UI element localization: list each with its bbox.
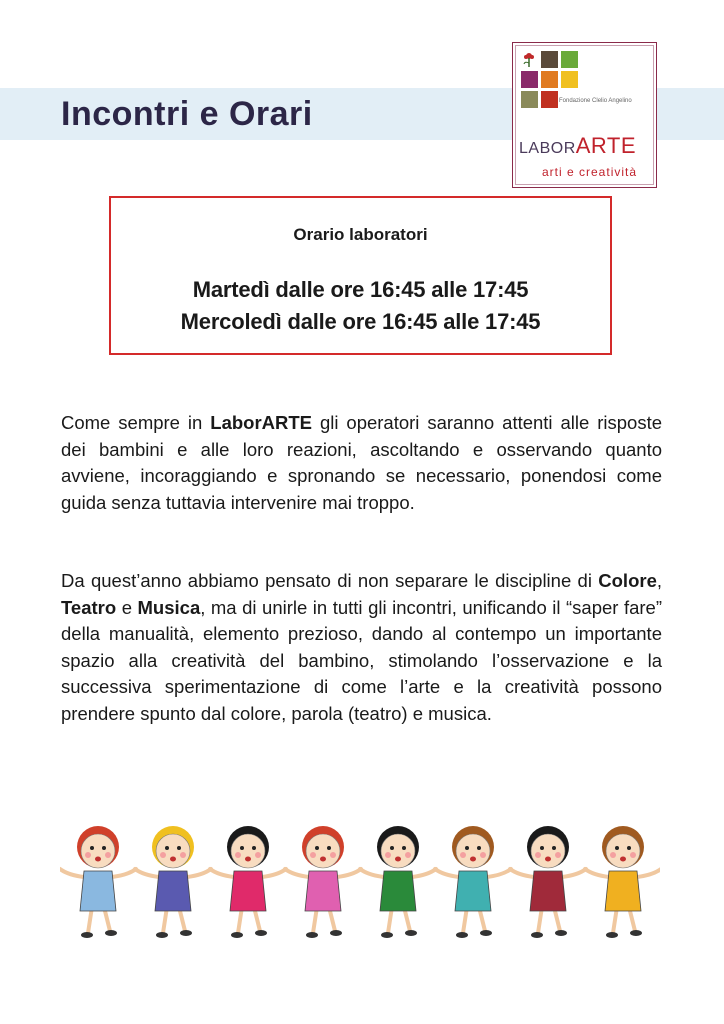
logo-square [541,51,558,68]
children-illustration [60,815,660,945]
logo-flower-square [521,51,538,68]
child-cheek [235,852,241,858]
child-shoe [555,930,567,936]
child-shirt [605,871,641,911]
child-shoe [456,932,468,938]
child-cheek [460,852,466,858]
schedule-tuesday: Martedì dalle ore 16:45 alle 17:45 [192,277,529,302]
child-cheek [610,852,616,858]
child-shirt [455,871,491,911]
logo-foundation-text: Fondazione Clelio Angelino [559,98,632,104]
child-cheek [180,852,186,858]
child-shoe [480,930,492,936]
child-figure [360,826,436,938]
child-eye [465,846,469,850]
child-mouth [95,857,101,862]
child-arm [360,869,384,877]
child-shoe [405,930,417,936]
child-shirt [305,871,341,911]
disciplines-paragraph [61,568,662,727]
child-arm [637,869,660,877]
child-face [81,834,115,868]
child-shoe [81,932,93,938]
child-shoe [630,930,642,936]
child-arm [135,869,159,877]
logo-prefix: LABOR [519,140,576,157]
child-shoe [156,932,168,938]
child-mouth [320,857,326,862]
child-cheek [160,852,166,858]
child-cheek [405,852,411,858]
child-shoe [180,930,192,936]
child-arm [337,869,361,877]
child-arm [112,869,136,877]
child-cheek [85,852,91,858]
child-cheek [330,852,336,858]
child-figure [60,826,136,938]
child-figure [435,826,511,938]
child-cheek [105,852,111,858]
child-cheek [630,852,636,858]
bold-run: Musica [137,596,201,618]
child-eye [390,846,394,850]
bold-run: Teatro [61,596,117,618]
child-eye [252,846,256,850]
text-run: gli operatori saranno attenti alle risposte dei bambini e alle loro reazioni, ascoltando e osservando quanto avviene, incoraggiando e spronando se necessario, ponendosi come guida senza tuttavia intervenire mai troppo. [61,412,662,513]
schedule-wednesday: Mercoledì dalle ore 16:45 alle 17:45 [180,309,541,334]
child-face [231,834,265,868]
logo-square [561,71,578,88]
intro-paragraph [61,410,662,516]
child-figure [510,826,586,938]
schedule-box [109,196,612,355]
page-title: Incontri e Orari [61,95,313,133]
child-arm [60,869,84,877]
child-shoe [606,932,618,938]
child-mouth [170,857,176,862]
child-shoe [531,932,543,938]
child-shirt [530,871,566,911]
child-mouth [245,857,251,862]
child-shoe [255,930,267,936]
child-eye [402,846,406,850]
child-arm [435,869,459,877]
child-figure [285,826,361,938]
child-arm [210,869,234,877]
child-shirt [155,871,191,911]
text-run: , [656,570,662,591]
child-figure [210,826,286,938]
child-cheek [255,852,261,858]
child-eye [315,846,319,850]
laborarte-logo [512,42,657,188]
child-arm [585,869,609,877]
child-mouth [395,857,401,862]
child-shoe [231,932,243,938]
child-face [456,834,490,868]
child-mouth [545,857,551,862]
child-face [606,834,640,868]
bold-run: LaborARTE [210,412,313,433]
child-shirt [80,871,116,911]
logo-arte: ARTE [575,133,637,158]
child-face [156,834,190,868]
logo-square [521,71,538,88]
child-shirt [380,871,416,911]
logo-square [541,71,558,88]
child-eye [177,846,181,850]
logo-square [521,91,538,108]
logo-square [561,51,578,68]
child-cheek [385,852,391,858]
text-run: Da quest’anno abbiamo pensato di non separare le discipline di [61,570,599,591]
child-cheek [310,852,316,858]
text-run: , ma di unirle in tutti gli incontri, unificando il “saper fare” della manualità, elemento prezioso, dando al contempo un importante spazio alla creatività del bambino, stimolando l’osservazione e la successiva sperimentazione di come l’arte e la creatività possono prendere spunto dal colore, parola (teatro) e musica. [61,596,662,724]
child-arm [412,869,436,877]
child-eye [102,846,106,850]
child-arm [187,869,211,877]
child-shoe [381,932,393,938]
child-cheek [555,852,561,858]
child-figure [585,826,660,938]
child-shirt [230,871,266,911]
flower-icon [521,51,538,68]
child-eye [627,846,631,850]
child-arm [510,869,534,877]
child-face [381,834,415,868]
bold-run: Colore [598,570,657,591]
child-cheek [535,852,541,858]
child-cheek [480,852,486,858]
child-shoe [306,932,318,938]
text-run: e [116,596,138,618]
child-arm [487,869,511,877]
child-eye [165,846,169,850]
child-arm [262,869,286,877]
logo-square [541,91,558,108]
child-mouth [620,857,626,862]
child-eye [552,846,556,850]
schedule-heading: Orario laboratori [293,225,428,244]
child-eye [240,846,244,850]
child-eye [540,846,544,850]
child-eye [615,846,619,850]
child-eye [477,846,481,850]
logo-tagline: arti e creatività [542,165,638,179]
child-figure [135,826,211,938]
child-face [306,834,340,868]
child-shoe [105,930,117,936]
logo-wordmark [519,133,636,159]
child-eye [327,846,331,850]
child-mouth [470,857,476,862]
child-shoe [330,930,342,936]
child-arm [562,869,586,877]
child-eye [90,846,94,850]
child-arm [285,869,309,877]
child-face [531,834,565,868]
text-run: Come sempre in [61,412,211,433]
